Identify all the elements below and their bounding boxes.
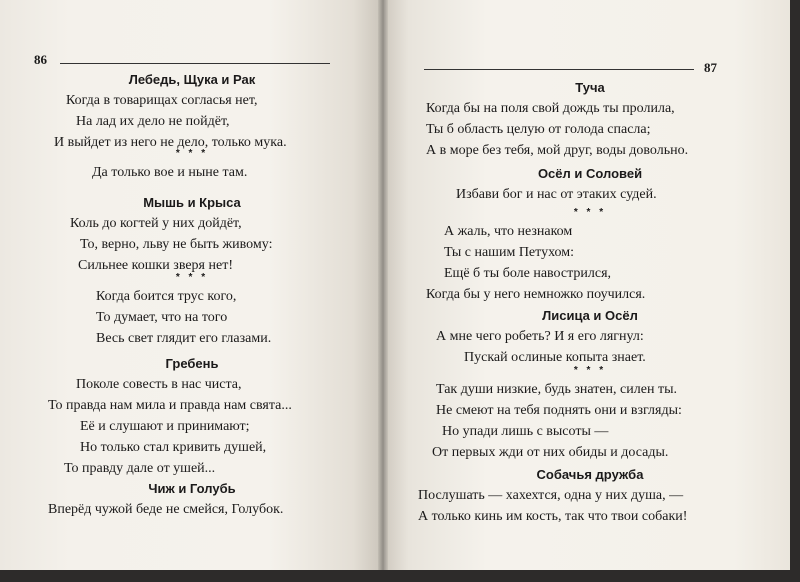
fable-title: Гребень <box>165 356 219 371</box>
verse-line: Когда бы на поля свой дождь ты пролила, <box>426 101 675 116</box>
verse-line: Избави бог и нас от этаких судей. <box>456 187 657 202</box>
fable-title: Мышь и Крыса <box>143 195 241 210</box>
book-gutter <box>378 0 388 582</box>
verse-line: Сильнее кошки зверя нет! <box>78 258 233 273</box>
fable-section <box>384 164 796 205</box>
section-divider: * * * <box>573 365 607 376</box>
background-edge <box>790 0 800 582</box>
verse-line: Когда в товарищах согласья нет, <box>66 93 258 108</box>
header-rule <box>60 63 330 64</box>
fable-title: Собачья дружба <box>536 467 644 482</box>
verse-line: А только кинь им кость, так что твои собаки! <box>418 509 688 524</box>
verse-line: Вперёд чужой беде не смейся, Голубок. <box>48 502 284 517</box>
fable-title: Лисица и Осёл <box>542 308 638 323</box>
verse-line: А в море без тебя, мой друг, воды довольно. <box>426 143 689 158</box>
fable-section <box>0 479 384 520</box>
fable-section <box>0 70 384 153</box>
fable-section <box>384 306 796 368</box>
section-divider: * * * <box>573 207 607 218</box>
verse-line: Но упади лишь с высоты — <box>442 424 609 439</box>
verse-line: А жаль, что незнаком <box>444 224 573 239</box>
verse-line: Ты с нашим Петухом: <box>444 245 575 260</box>
verse-line: На лад их дело не пойдёт, <box>76 114 230 129</box>
verse-line: То правду дале от ушей... <box>64 461 216 476</box>
verse-line: Так души низкие, будь знатен, силен ты. <box>436 382 677 397</box>
verse-line: И выйдет из него не дело, только мука. <box>54 135 287 150</box>
fable-section <box>0 270 384 349</box>
fable-section <box>0 354 384 479</box>
verse-line: Весь свет глядит его глазами. <box>96 331 272 346</box>
verse-line: От первых жди от них обиды и досады. <box>432 445 669 460</box>
verse-line: Пускай ослиные копыта знает. <box>464 350 646 365</box>
fable-section <box>0 146 384 183</box>
verse-line: То правда нам мила и правда нам свята... <box>48 398 292 413</box>
fable-section <box>384 465 796 527</box>
verse-line: Но только стал кривить душей, <box>80 440 267 455</box>
verse-line: То, верно, льву не быть живому: <box>80 237 273 252</box>
fable-section <box>384 363 796 463</box>
fable-title: Лебедь, Щука и Рак <box>128 72 256 87</box>
fable-title: Туча <box>575 80 605 95</box>
verse-line: А мне чего робеть? И я его лягнул: <box>436 329 644 344</box>
verse-line: Ты б область целую от голода спасла; <box>426 122 651 137</box>
verse-line: Да только вое и ныне там. <box>92 165 248 180</box>
fable-section <box>384 78 796 161</box>
section-divider: * * * <box>175 148 209 159</box>
verse-line: Когда бы у него немножко поучился. <box>426 287 646 302</box>
page-number: 86 <box>34 52 47 67</box>
verse-line: Её и слушают и принимают; <box>80 419 250 434</box>
verse-line: Поколе совесть в нас чиста, <box>76 377 242 392</box>
fable-section <box>0 193 384 276</box>
verse-line: То думает, что на того <box>96 310 228 325</box>
verse-line: Коль до когтей у них дойдёт, <box>70 216 242 231</box>
verse-line: Не смеют на тебя поднять они и взгляды: <box>436 403 682 418</box>
background-edge <box>0 570 800 582</box>
fable-title: Чиж и Голубь <box>148 481 236 496</box>
fable-section <box>384 205 796 305</box>
right-page <box>384 0 796 582</box>
verse-line: Ещё б ты боле навострился, <box>444 266 612 281</box>
header-rule <box>424 69 694 70</box>
page-number: 87 <box>704 60 717 75</box>
section-divider: * * * <box>175 272 209 283</box>
left-page <box>0 0 384 582</box>
fable-title: Осёл и Соловей <box>537 166 643 181</box>
verse-line: Когда боится трус кого, <box>96 289 237 304</box>
verse-line: Послушать — хахехтся, одна у них душа, — <box>418 488 684 503</box>
